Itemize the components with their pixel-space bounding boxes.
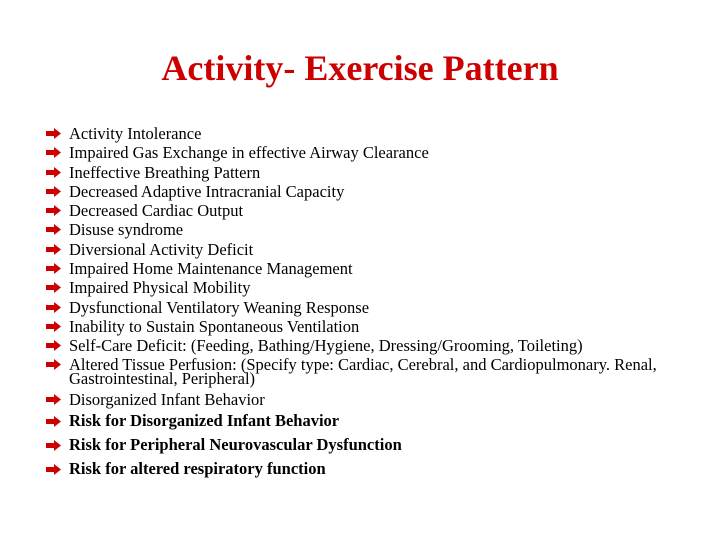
bullet-list — [46, 124, 706, 481]
arrow-right-icon — [46, 244, 61, 255]
list-item-text: Diversional Activity Deficit — [69, 239, 254, 259]
list-item — [46, 298, 706, 317]
list-item — [46, 259, 706, 278]
arrow-right-icon — [46, 263, 61, 274]
arrow-right-icon — [46, 359, 61, 370]
list-item-text: Risk for Peripheral Neurovascular Dysfunction — [69, 434, 402, 454]
list-item-text: Disuse syndrome — [69, 220, 184, 240]
list-item — [46, 356, 706, 390]
list-item-text: Ineffective Breathing Pattern — [69, 162, 261, 182]
list-item — [46, 457, 706, 481]
arrow-right-icon — [46, 128, 61, 139]
arrow-right-icon — [46, 340, 61, 351]
list-item-text: Activity Intolerance — [69, 124, 202, 143]
list-item-text: Impaired Gas Exchange in effective Airway Clearance — [69, 143, 429, 163]
list-item — [46, 201, 706, 220]
list-item-text: Self-Care Deficit: (Feeding, Bathing/Hygiene, Dressing/Grooming, Toileting) — [69, 336, 583, 356]
slide-title: Activity- Exercise Pattern — [161, 48, 559, 88]
list-item — [46, 390, 706, 409]
list-item — [46, 433, 706, 457]
list-item — [46, 278, 706, 297]
list-item — [46, 143, 706, 162]
list-item — [46, 182, 706, 201]
arrow-right-icon — [46, 302, 61, 313]
list-item — [46, 409, 706, 433]
list-item-text: Inability to Sustain Spontaneous Ventilation — [69, 316, 360, 336]
arrow-right-icon — [46, 147, 61, 158]
arrow-right-icon — [46, 416, 61, 427]
list-item-text: Decreased Cardiac Output — [69, 201, 244, 221]
arrow-right-icon — [46, 167, 61, 178]
list-item-text: Impaired Physical Mobility — [69, 278, 251, 298]
list-item — [46, 317, 706, 336]
arrow-right-icon — [46, 440, 61, 451]
arrow-right-icon — [46, 282, 61, 293]
arrow-right-icon — [46, 464, 61, 475]
list-item — [46, 220, 706, 239]
arrow-right-icon — [46, 321, 61, 332]
list-item — [46, 124, 706, 143]
list-item-text: Decreased Adaptive Intracranial Capacity — [69, 181, 345, 201]
list-item — [46, 240, 706, 259]
arrow-right-icon — [46, 224, 61, 235]
list-item — [46, 163, 706, 182]
list-item-text: Altered Tissue Perfusion: (Specify type: Cardiac, Cerebral, and Cardiopulmonary. Renal, Gastrointestinal, Peripheral) — [69, 354, 657, 388]
arrow-right-icon — [46, 205, 61, 216]
list-item-text: Risk for altered respiratory function — [69, 458, 326, 478]
arrow-right-icon — [46, 394, 61, 405]
list-item-text: Dysfunctional Ventilatory Weaning Response — [69, 297, 370, 317]
list-item-text: Disorganized Infant Behavior — [69, 389, 265, 409]
arrow-right-icon — [46, 186, 61, 197]
list-item-text: Risk for Disorganized Infant Behavior — [69, 410, 340, 430]
list-item — [46, 336, 706, 355]
list-item-text: Impaired Home Maintenance Management — [69, 259, 353, 279]
